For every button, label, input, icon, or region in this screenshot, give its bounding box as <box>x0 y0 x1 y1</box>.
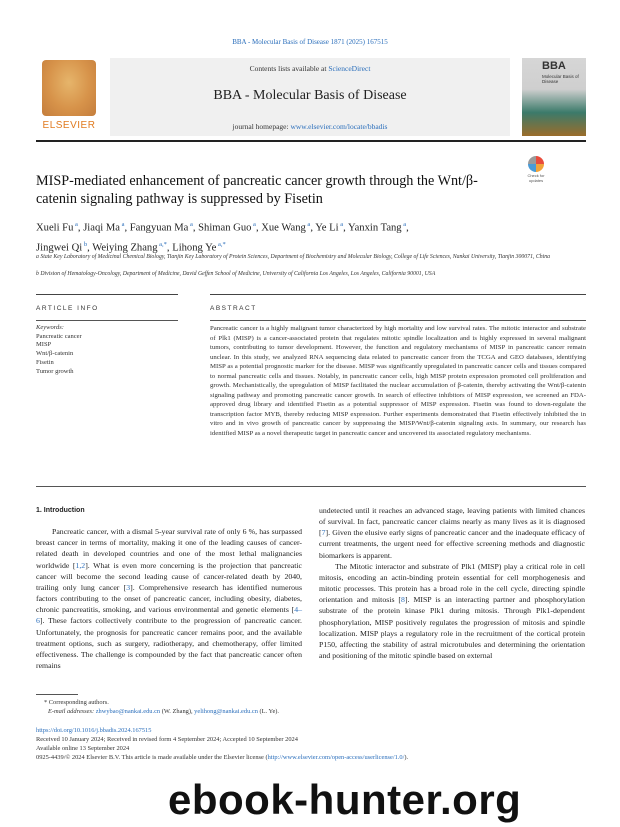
cover-title: BBA <box>542 60 566 72</box>
keyword-item: Tumor growth <box>36 367 74 375</box>
intro-paragraph-1-cont <box>319 505 585 561</box>
license-suffix: ). <box>404 754 409 761</box>
author-affiliation-marker[interactable]: a,* <box>157 240 167 248</box>
email-link-zhang[interactable]: zhwybao@nankai.edu.cn <box>95 708 161 715</box>
cover-subtitle: Molecular Basis of Disease <box>542 74 579 84</box>
author-list <box>36 217 596 256</box>
authors-line-2: Jingwei Qi $^b$, Weiying Zhang $^{a,*}$, Lihong Ye $^{a,*}$ <box>36 240 226 254</box>
citation-link[interactable]: 8 <box>401 595 405 605</box>
author-name[interactable]: Jiaqi Ma <box>83 222 120 234</box>
journal-citation[interactable]: BBA - Molecular Basis of Disease 1871 (2025) 167515 <box>232 38 388 46</box>
email-prefix: E-mail addresses: <box>48 708 96 715</box>
sciencedirect-link[interactable]: ScienceDirect <box>328 64 371 73</box>
license-link[interactable]: http://www.elsevier.com/open-access/userlicense/1.0/ <box>267 754 405 761</box>
elsevier-wordmark: ELSEVIER <box>42 120 96 131</box>
author-name[interactable]: Jingwei Qi <box>36 242 83 254</box>
email-name: (W. Zhang), <box>160 708 195 715</box>
masthead-title: BBA - Molecular Basis of Disease <box>213 88 407 103</box>
text-run: Pancreatic cancer, with a dismal 5-year survival rate of only 6 %, has surpassed breast cancer in terms of mortality, making it one of the leading causes of cancer-related death in developed countries and one of the most lethal malignancies worldwide [ <box>36 527 302 570</box>
article-info-rule-top <box>36 294 178 295</box>
homepage-prefix: journal homepage: <box>232 122 291 131</box>
text-run: ]. Comprehensive research has identified numerous factors contributing to the onset of pancreatic cancer, including obesity, diabetes, chronic pancreatitis, smoking, and various environmental and genetic elements [ <box>36 582 302 615</box>
journal-cover <box>522 58 586 136</box>
text-run: ]. These factors collectively contribute to the progression of pancreatic cancer. Unfortunately, the prognosis for pancreatic cancer remains poor, and the available treatment options, such as surgery, radiotherapy, and chemotherapy, offer limited effectiveness. The challenge is compounded by the fact that pancreatic cancer often remains <box>36 616 302 671</box>
author-affiliation-marker[interactable]: a <box>73 221 78 228</box>
check-for-updates-button[interactable] <box>522 156 550 184</box>
corresponding-note: * Corresponding authors. <box>44 699 109 706</box>
author-name[interactable]: Shiman Guo <box>198 222 252 234</box>
check-updates-icon <box>528 156 544 172</box>
author-affiliation-marker[interactable]: a <box>338 221 344 228</box>
abstract-rule-top <box>210 294 586 295</box>
watermark: ebook-hunter.org <box>168 776 522 823</box>
author-name[interactable]: Xue Wang <box>261 222 306 234</box>
keyword-item: Fisetin <box>36 358 54 366</box>
elsevier-logo <box>36 56 102 136</box>
author-name[interactable]: Yanxin Tang <box>348 222 402 234</box>
homepage-link[interactable]: www.elsevier.com/locate/bbadis <box>290 122 388 131</box>
text-run: ]. MISP is an interacting partner and phosphorylation substrate of the protein kinase Plk1 during mitosis. Through Plk1-dependent phosphorylation, MISP positively regulates the progression of mitosis and spindle localization. MISP plays a regulatory role in the recruitment of the cortical protein P150, affecting the stability of astral microtubules and determining the orientation and positioning of the mitotic spindle based on external <box>319 595 585 661</box>
author-affiliation-marker[interactable]: a,* <box>216 240 226 248</box>
keyword-item: Pancreatic cancer <box>36 332 82 340</box>
text-run: ]. Given the elusive early signs of pancreatic cancer and the inadequate efficacy of current treatments, the urgent need for effective screening methods and diagnostic biomarkers is apparent. <box>319 528 585 560</box>
section-heading-introduction: 1. Introduction <box>36 507 85 514</box>
intro-paragraph-1 <box>36 526 302 671</box>
email-link-ye[interactable]: yelihong@nankai.edu.cn <box>194 708 258 715</box>
abstract-rule-bottom <box>36 486 586 487</box>
received-dates: Received 10 January 2024; Received in revised form 4 September 2024; Accepted 10 September 2024 <box>36 736 298 743</box>
author-name[interactable]: Ye Li <box>315 222 339 234</box>
author-name[interactable]: Fangyuan Ma <box>129 222 189 234</box>
author-affiliation-marker[interactable]: a <box>119 221 125 228</box>
author-affiliation-marker[interactable]: b <box>82 240 88 248</box>
article-info-rule <box>36 320 178 321</box>
author-name[interactable]: Weiying Zhang <box>92 242 158 254</box>
header-rule <box>36 140 586 142</box>
author-affiliation-marker[interactable]: a <box>251 221 256 228</box>
affiliation-a: a State Key Laboratory of Medicinal Chemical Biology, Tianjin Key Laboratory of Protein Sciences, Department of Biochemistry and Molecular Biology, College of Life Sciences, Nankai University, Tianjin 300071, China <box>36 254 551 260</box>
citation-link[interactable]: 1,2 <box>75 560 86 570</box>
footnote-rule <box>36 694 78 695</box>
available-online: Available online 13 September 2024 <box>36 745 130 752</box>
citation-link[interactable]: 3 <box>126 582 131 592</box>
citation-link[interactable]: 4–6 <box>36 605 302 626</box>
author-affiliation-marker[interactable]: a <box>305 221 311 228</box>
text-run: undetected until it reaches an advanced stage, leaving patients with limited chances of survival. In fact, pancreatic cancer claims nearly as many lives as it is diagnosed [ <box>319 506 585 538</box>
check-updates-label: Check for updates <box>527 173 545 183</box>
abstract-text: Pancreatic cancer is a highly malignant tumor characterized by high mortality and low survival rates. The mitotic interactor and substrate of Plk1 (MISP) is a cancer-associated protein that regulates mitotic spindle localization and is highly expressed in several malignant tumors, contributing to tumor development. However, the function and regulatory mechanisms of MISP in pancreatic cancer remain unclear. In this study, we analyzed RNA sequencing data related to pancreatic cancer from the TCGA and GEO databases, identifying MISP as a potential prognostic marker for the disease. MISP was significantly upregulated in pancreatic cancer cells and tissues compared to normal pancreatic cells and tissues. Notably, in pancreatic cancer cells, high MISP protein expression promoted cell proliferation and growth. Mechanistically, the upregulation of MISP facilitated the nuclear accumulation of β-catenin, thereby activating the Wnt/β-catenin signaling pathway and promoting pancreatic cancer growth. In search of effective inhibitors of MISP expression, we screened an FDA-approved drug library and identified Fisetin as a potential suppressor of MISP expression. Fisetin was found to down-regulate the transcription factor MYB, thereby reducing MISP expression. Further experiments demonstrated that Fisetin effectively inhibited the in vitro and in vivo growth of pancreatic cancer by suppressing the MISP/Wnt/β-catenin signaling axis. In summary, our research has identified MISP as a novel therapeutic target in pancreatic cancer and uncovered its associated regulatory mechanisms. <box>210 325 586 438</box>
abstract-rule <box>210 320 586 321</box>
author-affiliation-marker[interactable]: a <box>401 221 407 228</box>
body-column-left <box>36 505 302 671</box>
abstract-heading: ABSTRACT <box>210 305 257 312</box>
article-title: MISP-mediated enhancement of pancreatic cancer growth through the Wnt/β-catenin signaling pathway is suppressed by Fisetin <box>36 173 478 207</box>
elsevier-tree-icon <box>42 60 96 116</box>
doi-link[interactable] <box>36 727 586 736</box>
homepage-line <box>110 122 510 131</box>
email-line <box>48 708 598 717</box>
intro-paragraph-2 <box>319 561 585 661</box>
contents-prefix: Contents lists available at <box>249 64 329 73</box>
author-name[interactable]: Xueli Fu <box>36 222 74 234</box>
keywords-block <box>36 324 176 376</box>
author-name[interactable]: Lihong Ye <box>172 242 217 254</box>
email-name: (L. Ye). <box>257 708 280 715</box>
license-line <box>36 754 586 763</box>
authors-line-1: Xueli Fu $^a$, Jiaqi Ma $^a$, Fangyuan Ma $^a$, Shiman Guo $^a$, Xue Wang $^a$, Ye Li $^a$, Yanxin Tang $^a$, <box>36 221 409 234</box>
keyword-item: Wnt/β-catenin <box>36 350 74 358</box>
citation-link[interactable]: 7 <box>321 528 326 538</box>
contents-line <box>110 64 510 73</box>
doi-text[interactable]: https://doi.org/10.1016/j.bbadis.2024.167515 <box>36 727 152 734</box>
license-prefix: 0925-4439/© 2024 Elsevier B.V. This article is made available under the Elsevier license ( <box>36 754 268 761</box>
author-affiliation-marker[interactable]: a <box>188 221 193 228</box>
body-column-right <box>319 505 585 661</box>
keywords-heading: Keywords: <box>36 324 64 331</box>
article-info-heading: ARTICLE INFO <box>36 305 99 312</box>
affiliation-b: b Division of Hematology-Oncology, Department of Medicine, David Geffen School of Medicine, University of California Los Angeles, Los Angeles, California 90001, USA <box>36 271 436 277</box>
keyword-item: MISP <box>36 341 52 349</box>
text-run: The Mitotic interactor and substrate of Plk1 (MISP) play a critical role in cell mitosis, encoding an actin-binding protein essential for cell morphogenesis and mitotic processes. This protein has a broad role in the cell cycle, directing spindle orientation and mitosis [ <box>319 561 585 605</box>
text-run: ]. What is even more concerning is the projection that pancreatic cancer will become the second leading cause of cancer-related death by 2040, trailing only lung cancer [ <box>36 560 302 592</box>
